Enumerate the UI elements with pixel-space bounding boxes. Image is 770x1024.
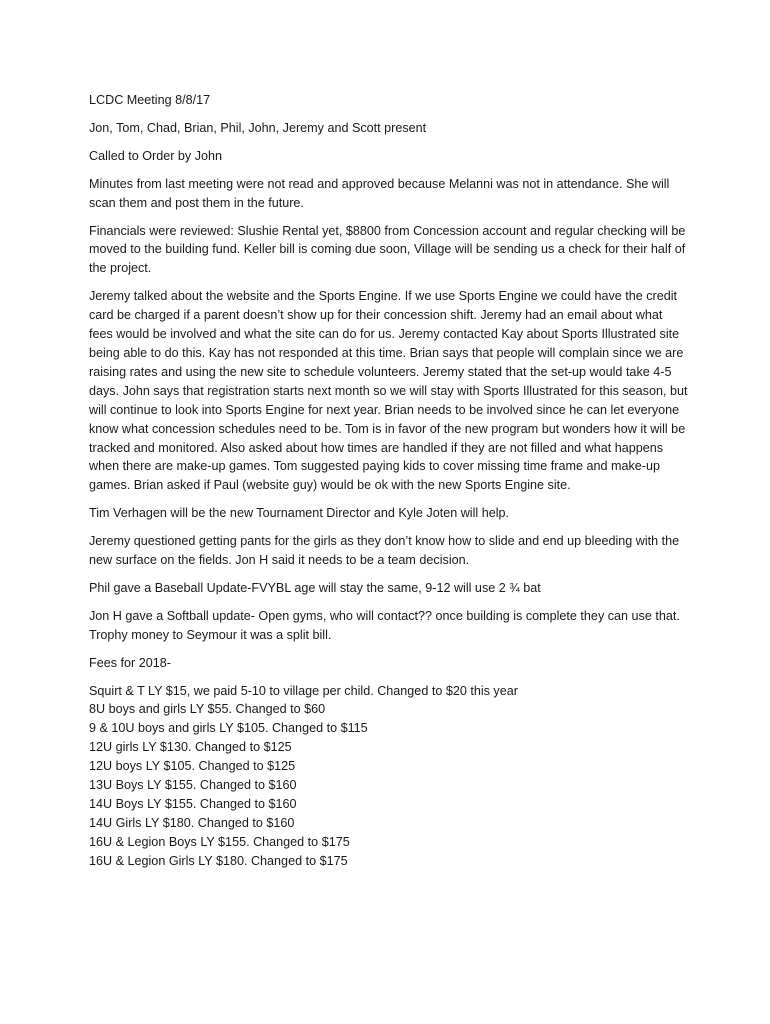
softball-update-paragraph: Jon H gave a Softball update- Open gyms, who will contact?? once building is complete they can use that. Trophy money to Seymour it was a split bill.: [89, 608, 680, 642]
pants-paragraph: Jeremy questioned getting pants for the girls as they don’t know how to slide and end up bleeding with the new surface on the fields. Jon H said it needs to be a team decision.: [89, 534, 680, 568]
fee-item: 16U & Legion Boys LY $155. Changed to $175: [89, 834, 350, 849]
financials-paragraph: Financials were reviewed: Slushie Rental yet, $8800 from Concession account and regular checking will be moved to the building fund. Keller bill is coming due soon, Village will be sending us a check for their half of the project.: [89, 223, 686, 276]
document-page: [89, 91, 689, 871]
fees-heading: Fees for 2018-: [89, 655, 171, 670]
baseball-update-paragraph: Phil gave a Baseball Update-FVYBL age will stay the same, 9-12 will use 2 ¾ bat: [89, 580, 541, 595]
call-to-order-paragraph: Called to Order by John: [89, 148, 223, 163]
fee-item: 9 & 10U boys and girls LY $105. Changed to $115: [89, 721, 368, 736]
fee-item: 13U Boys LY $155. Changed to $160: [89, 778, 297, 793]
fee-item: 14U Boys LY $155. Changed to $160: [89, 797, 297, 811]
fee-item: 16U & Legion Girls LY $180. Changed to $175: [89, 853, 348, 868]
fee-item: 8U boys and girls LY $55. Changed to $60: [89, 702, 326, 717]
document-title: LCDC Meeting 8/8/17: [89, 93, 211, 107]
fee-item: Squirt & T LY $15, we paid 5-10 to village per child. Changed to $20 this year: [89, 683, 518, 698]
minutes-paragraph: Minutes from last meeting were not read and approved because Melanni was not in attendance. She will scan them and post them in the future.: [89, 176, 670, 210]
fee-item: 12U girls LY $130. Changed to $125: [89, 740, 292, 755]
website-paragraph: Jeremy talked about the website and the Sports Engine. If we use Sports Engine we could have the credit card be charged if a parent doesn’t show up for their concession shift. Jeremy had an email about what fees would be involved and what the site can do for us. Jeremy contacted Kay about Sports Illustrated site being able to do this. Kay has not responded at this time. Brian says that people will complain since we are raising rates and using the new site to schedule volunteers. Jeremy stated that the set-up would take 4-5 days. John says that registration starts next month so we will stay with Sports Illustrated for this season, but will continue to look into Sports Engine for next year. Brian needs to be involved since he can let everyone know what concession schedules need to be. Tom is in favor of the new program but wonders how it will be tracked and monitored. Also asked about how times are handled if they are not filled and what happens when there are make-up games. Tom suggested paying kids to cover missing time frame and make-up games. Brian asked if Paul (website guy) would be ok with the new Sports Engine site.: [89, 289, 688, 493]
fee-item: 12U boys LY $105. Changed to $125: [89, 759, 296, 774]
tournament-director-paragraph: Tim Verhagen will be the new Tournament Director and Kyle Joten will help.: [89, 506, 510, 521]
attendance-paragraph: Jon, Tom, Chad, Brian, Phil, John, Jeremy and Scott present: [89, 120, 427, 135]
fees-list: [89, 682, 689, 871]
fee-item: 14U Girls LY $180. Changed to $160: [89, 815, 295, 830]
